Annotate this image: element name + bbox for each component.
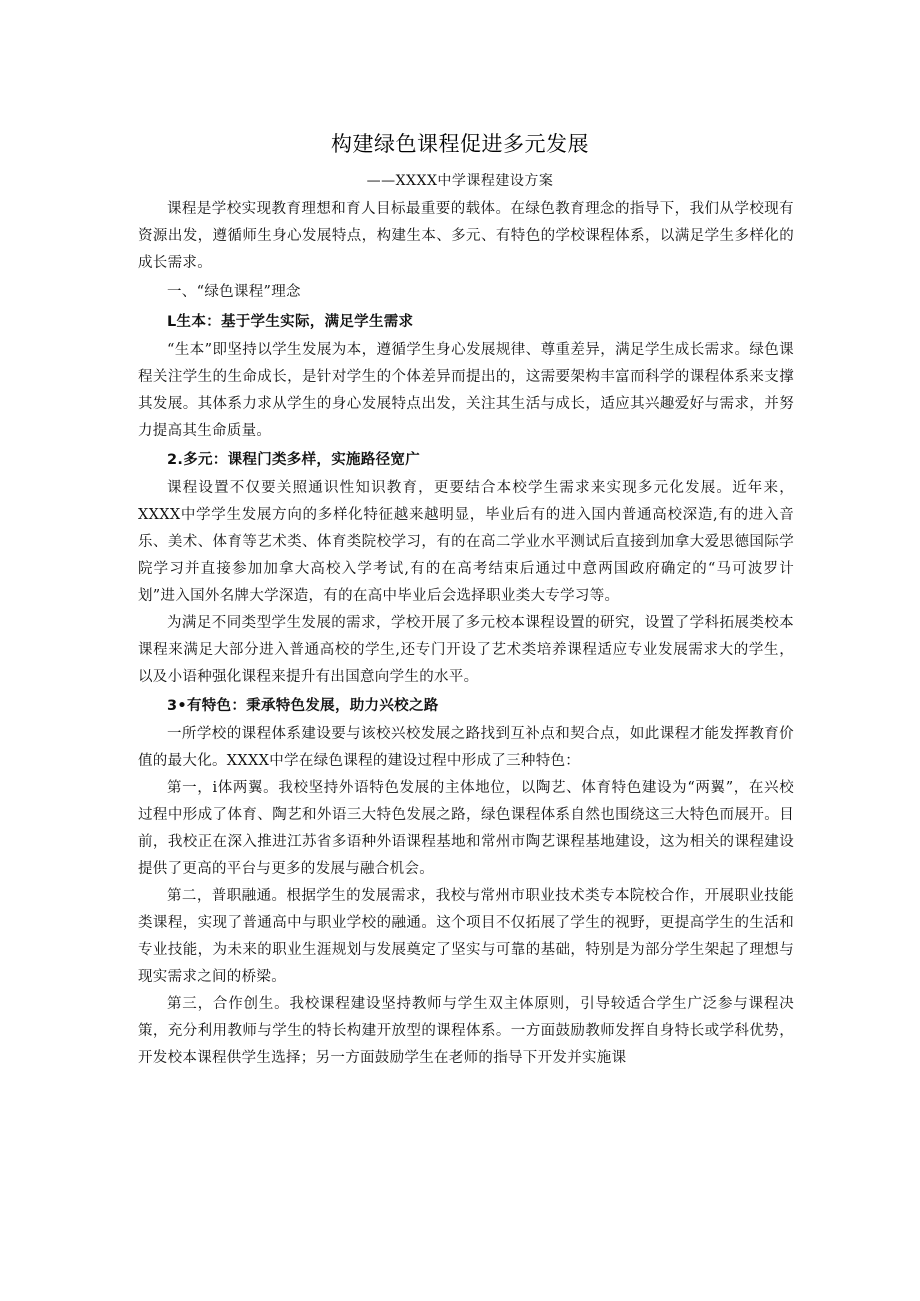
document-title: 构建绿色课程促进多元发展 bbox=[331, 132, 589, 156]
document-subtitle: ——XXXX中学课程建设方案 bbox=[366, 173, 554, 189]
paragraph-characteristics-4: 第三，合作创生。我校课程建设坚持教师与学生双主体原则，引导较适合学生广泛参与课程决策，充分利用教师与学生的特长构建开放型的课程体系。一方面鼓励教师发挥自身特长或学科优势，开发校本课程供学生选择；另一方面鼓励学生在老师的指导下开发并实施课 bbox=[138, 996, 794, 1066]
paragraph-characteristics-3: 第二，普职融通。根据学生的发展需求，我校与常州市职业技术类专本院校合作，开展职业技能类课程，实现了普通高中与职业学校的融通。这个项目不仅拓展了学生的视野，更提高学生的生活和专业技能，为未来的职业生涯规划与发展奠定了坚实与可靠的基础，特别是为部分学生架起了理想与现实需求之间的桥梁。 bbox=[138, 888, 794, 985]
document-body bbox=[138, 196, 794, 1072]
subsection-heading-characteristics: 3•有特色：秉承特色发展，助力兴校之路 bbox=[167, 698, 439, 714]
paragraph-diversity-1: 课程设置不仅要关照通识性知识教育，更要结合本校学生需求来实现多元化发展。近年来，XXXX中学学生发展方向的多样化特征越来越明显，毕业后有的进入国内普通高校深造,有的进入音乐、美术、体育等艺术类、体育类院校学习，有的在高二学业水平测试后直接到加拿大爱思德国际学院学习并直接参加加拿大高校入学考试,有的在高考结束后通过中意两国政府确定的“马可波罗计划”进入国外名牌大学深造，有的在高中毕业后会选择职业类大专学习等。 bbox=[138, 480, 794, 604]
paragraph-diversity-2: 为满足不同类型学生发展的需求，学校开展了多元校本课程设置的研究，设置了学科拓展类校本课程来满足大部分进入普通高校的学生,还专门开设了艺术类培养课程适应专业发展需求大的学生，以及小语种强化课程来提升有出国意向学生的水平。 bbox=[138, 615, 794, 685]
paragraph-student-centered: “生本”即坚持以学生发展为本，遵循学生身心发展规律、尊重差异，满足学生成长需求。绿色课程关注学生的生命成长，是针对学生的个体差异而提出的，这需要架构丰富而科学的课程体系来支撑其发展。其体系力求从学生的身心发展特点出发，关注其生活与成长，适应其兴趣爱好与需求，并努力提高其生命质量。 bbox=[138, 342, 794, 439]
section-heading-concept: 一、“绿色课程”理念 bbox=[167, 284, 301, 300]
subsection-heading-student-centered: L生本：基于学生实际，满足学生需求 bbox=[167, 314, 414, 330]
paragraph-characteristics-2: 第一，i体两翼。我校坚持外语特色发展的主体地位，以陶艺、体育特色建设为“两翼”，在兴校过程中形成了体育、陶艺和外语三大特色发展之路，绿色课程体系自然也围绕这三大特色而展开。目前，我校正在深入推进江苏省多语种外语课程基地和常州市陶艺课程基地建设，这为相关的课程建设提供了更高的平台与更多的发展与融合机会。 bbox=[138, 780, 794, 877]
subsection-heading-diversity: 2.多元：课程门类多样，实施路径宽广 bbox=[167, 452, 420, 468]
intro-paragraph: 课程是学校实现教育理想和育人目标最重要的载体。在绿色教育理念的指导下，我们从学校现有资源出发，遵循师生身心发展特点，构建生本、多元、有特色的学校课程体系，以满足学生多样化的成长需求。 bbox=[138, 201, 794, 271]
paragraph-characteristics-1: 一所学校的课程体系建设要与该校兴校发展之路找到互补点和契合点，如此课程才能发挥教育价值的最大化。XXXX中学在绿色课程的建设过程中形成了三种特色： bbox=[138, 726, 794, 769]
